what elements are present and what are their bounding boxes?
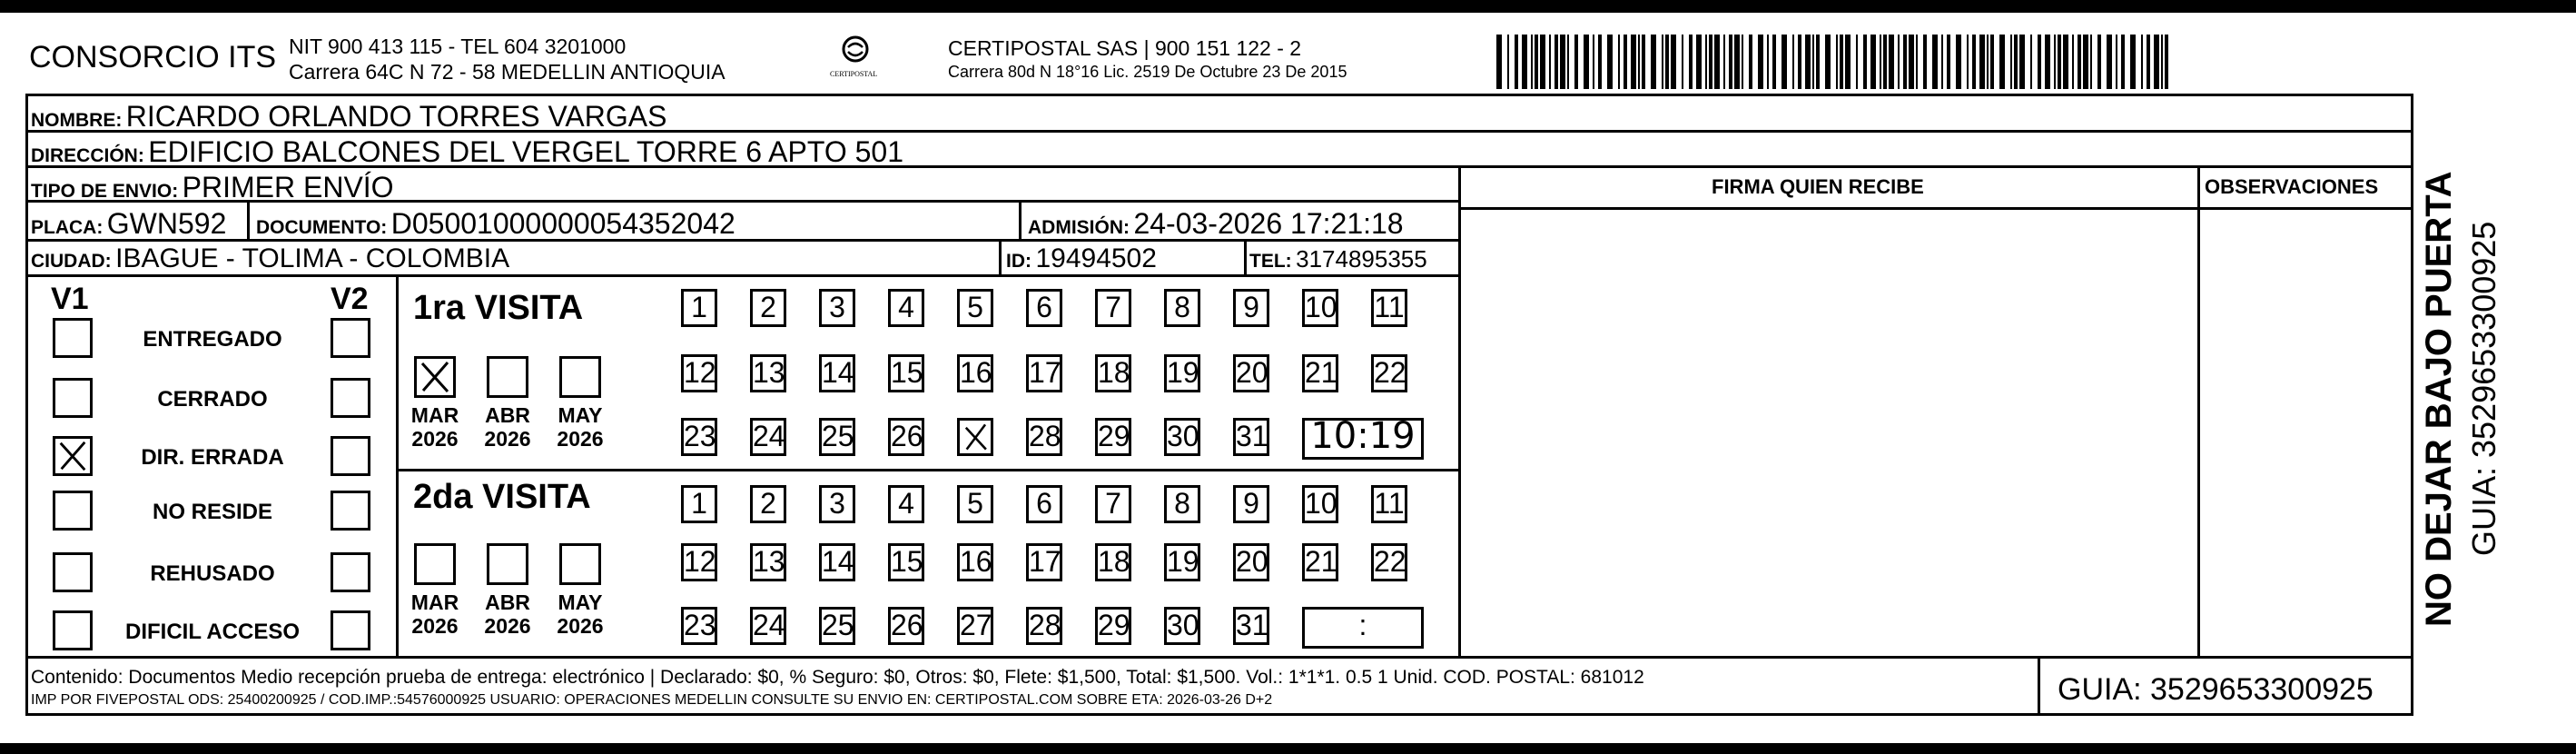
first-visit-day-box[interactable]: 16 xyxy=(957,354,993,392)
month-label: MAR xyxy=(410,590,459,614)
first-visit-day-box[interactable]: 10 xyxy=(1302,289,1338,327)
status-label: CERRADO xyxy=(157,387,268,412)
certipostal-nit: CERTIPOSTAL SAS | 900 151 122 - 2 xyxy=(948,36,1302,60)
second-visit-day-box[interactable]: 31 xyxy=(1233,607,1269,645)
first-visit-day-box[interactable]: 6 xyxy=(1026,289,1062,327)
second-visit-day-box[interactable]: 15 xyxy=(888,543,924,581)
certipostal-address: Carrera 80d N 18°16 Lic. 2519 De Octubre 23 De 2015 xyxy=(948,63,1347,81)
first-visit-day-box[interactable]: 5 xyxy=(957,289,993,327)
first-visit-time-box[interactable]: 10:19 xyxy=(1302,418,1424,460)
second-visit-day-box[interactable]: 24 xyxy=(750,607,786,645)
second-visit-day-box[interactable]: 14 xyxy=(819,543,855,581)
first-visit-month-checkbox[interactable] xyxy=(559,356,601,398)
month-label: MAR xyxy=(410,403,459,427)
month-label: ABR xyxy=(485,403,530,427)
tel-label: TEL: xyxy=(1249,251,1292,272)
second-visit-day-box[interactable]: 26 xyxy=(888,607,924,645)
tipo-envio-value: PRIMER ENVÍO xyxy=(182,171,394,203)
v2-checkbox[interactable] xyxy=(331,318,370,358)
company-address: Carrera 64C N 72 - 58 MEDELLIN ANTIOQUIA xyxy=(289,60,725,84)
second-visit-day-box[interactable]: 11 xyxy=(1371,485,1407,523)
observaciones-header: OBSERVACIONES xyxy=(2205,175,2379,198)
first-visit-day-box[interactable]: 20 xyxy=(1233,354,1269,392)
first-visit-day-box[interactable]: 26 xyxy=(888,418,924,456)
second-visit-day-box[interactable]: 9 xyxy=(1233,485,1269,523)
second-visit-day-box[interactable]: 23 xyxy=(681,607,717,645)
v2-checkbox[interactable] xyxy=(331,378,370,418)
direccion-label: DIRECCIÓN: xyxy=(31,145,144,166)
id-value: 19494502 xyxy=(1035,243,1157,273)
nombre-label: NOMBRE: xyxy=(31,110,123,131)
second-visit-day-box[interactable]: 21 xyxy=(1302,543,1338,581)
status-label: REHUSADO xyxy=(150,561,275,586)
first-visit-day-box[interactable]: 21 xyxy=(1302,354,1338,392)
company-name: CONSORCIO ITS xyxy=(29,40,277,74)
first-visit-day-box[interactable]: 2 xyxy=(750,289,786,327)
status-label: DIFICIL ACCESO xyxy=(124,620,300,644)
first-visit-day-box[interactable]: 8 xyxy=(1164,289,1200,327)
v1-checkbox[interactable] xyxy=(53,610,93,650)
v2-header: V2 xyxy=(331,282,369,316)
second-visit-day-box[interactable]: 8 xyxy=(1164,485,1200,523)
direccion-value: EDIFICIO BALCONES DEL VERGEL TORRE 6 APTO 501 xyxy=(148,135,903,168)
second-visit-day-box[interactable]: 20 xyxy=(1233,543,1269,581)
tipo-envio-label: TIPO DE ENVIO: xyxy=(31,181,179,202)
certipostal-logo: CERTIPOSTAL xyxy=(828,33,883,85)
first-visit-day-box[interactable]: 14 xyxy=(819,354,855,392)
first-visit-day-box[interactable] xyxy=(957,418,993,456)
first-visit-day-box[interactable]: 22 xyxy=(1371,354,1407,392)
year-label: 2026 xyxy=(484,614,531,638)
year-label: 2026 xyxy=(557,614,604,638)
firma-header: FIRMA QUIEN RECIBE xyxy=(1712,175,1924,198)
first-visit-day-box[interactable]: 1 xyxy=(681,289,717,327)
second-visit-day-box[interactable]: 16 xyxy=(957,543,993,581)
second-visit-month-checkbox[interactable] xyxy=(559,543,601,585)
barcode xyxy=(1496,35,2177,89)
second-visit-day-box[interactable]: 1 xyxy=(681,485,717,523)
company-nit: NIT 900 413 115 - TEL 604 3201000 xyxy=(289,35,627,58)
nombre-value: RICARDO ORLANDO TORRES VARGAS xyxy=(125,100,667,133)
first-visit-month-checkbox[interactable] xyxy=(487,356,528,398)
top-border xyxy=(0,0,2576,13)
first-visit-day-box[interactable]: 18 xyxy=(1095,354,1131,392)
first-visit-month-checkbox[interactable] xyxy=(414,356,456,398)
second-visit-month-checkbox[interactable] xyxy=(487,543,528,585)
placa-label: PLACA: xyxy=(31,217,104,238)
second-visit-day-box[interactable]: 17 xyxy=(1026,543,1062,581)
v2-checkbox[interactable] xyxy=(331,610,370,650)
id-label: ID: xyxy=(1006,251,1031,272)
second-visit-day-box[interactable]: 7 xyxy=(1095,485,1131,523)
v1-checkbox[interactable] xyxy=(53,552,93,592)
first-visit-day-box[interactable]: 29 xyxy=(1095,418,1131,456)
first-visit-day-box[interactable]: 19 xyxy=(1164,354,1200,392)
v2-checkbox[interactable] xyxy=(331,491,370,531)
footer-guia: GUIA: 3529653300925 xyxy=(2058,672,2374,707)
first-visit-day-box[interactable]: 3 xyxy=(819,289,855,327)
second-visit-day-box[interactable]: 30 xyxy=(1164,607,1200,645)
footer-contenido: Contenido: Documentos Medio recepción prueba de entrega: electrónico | Declarado: $0, % Seguro: $0, Otros: $0, Flete: $1,500, Total: $1,500. Vol.: 1*1*1. 0.5 1 Unid. COD. POSTAL: 681012 xyxy=(31,667,1644,688)
second-visit-day-box[interactable]: 25 xyxy=(819,607,855,645)
first-visit-title: 1ra VISITA xyxy=(413,289,584,327)
footer-imp: IMP POR FIVEPOSTAL ODS: 25400200925 / COD.IMP.:54576000925 USUARIO: OPERACIONES MEDELLIN CONSULTE SU ENVIO EN: CERTIPOSTAL.COM SOBRE ETA: 2026-03-26 D+2 xyxy=(31,692,1273,708)
first-visit-day-box[interactable]: 23 xyxy=(681,418,717,456)
second-visit-day-box[interactable]: 5 xyxy=(957,485,993,523)
second-visit-day-box[interactable]: 12 xyxy=(681,543,717,581)
month-label: ABR xyxy=(485,590,530,614)
first-visit-day-box[interactable]: 28 xyxy=(1026,418,1062,456)
first-visit-day-box[interactable]: 31 xyxy=(1233,418,1269,456)
first-visit-day-box[interactable]: 7 xyxy=(1095,289,1131,327)
ciudad-label: CIUDAD: xyxy=(31,251,112,272)
first-visit-day-box[interactable]: 9 xyxy=(1233,289,1269,327)
second-visit-time-box[interactable]: : xyxy=(1302,607,1424,649)
year-label: 2026 xyxy=(484,427,531,451)
bottom-border xyxy=(0,743,2576,754)
second-visit-day-box[interactable]: 22 xyxy=(1371,543,1407,581)
second-visit-day-box[interactable]: 18 xyxy=(1095,543,1131,581)
second-visit-day-box[interactable]: 29 xyxy=(1095,607,1131,645)
first-visit-day-box[interactable]: 24 xyxy=(750,418,786,456)
second-visit-title: 2da VISITA xyxy=(413,478,591,516)
tel-value: 3174895355 xyxy=(1296,245,1427,273)
admision-label: ADMISIÓN: xyxy=(1028,217,1130,238)
second-visit-day-box[interactable]: 3 xyxy=(819,485,855,523)
second-visit-day-box[interactable]: 13 xyxy=(750,543,786,581)
first-visit-day-box[interactable]: 25 xyxy=(819,418,855,456)
v2-checkbox[interactable] xyxy=(331,436,370,476)
second-visit-day-box[interactable]: 2 xyxy=(750,485,786,523)
first-visit-day-box[interactable]: 30 xyxy=(1164,418,1200,456)
v1-checkbox[interactable] xyxy=(53,491,93,531)
second-visit-month-checkbox[interactable] xyxy=(414,543,456,585)
v1-checkbox[interactable] xyxy=(53,378,93,418)
v1-header: V1 xyxy=(51,282,89,316)
first-visit-day-box[interactable]: 13 xyxy=(750,354,786,392)
v1-checkbox[interactable] xyxy=(53,318,93,358)
side-guia: GUIA: 3529653300925 xyxy=(2465,221,2502,556)
v1-checkbox[interactable] xyxy=(53,436,93,476)
first-visit-day-box[interactable]: 17 xyxy=(1026,354,1062,392)
year-label: 2026 xyxy=(411,427,459,451)
ciudad-value: IBAGUE - TOLIMA - COLOMBIA xyxy=(115,243,510,273)
second-visit-day-box[interactable]: 28 xyxy=(1026,607,1062,645)
year-label: 2026 xyxy=(557,427,604,451)
documento-label: DOCUMENTO: xyxy=(256,217,388,238)
first-visit-day-box[interactable]: 4 xyxy=(888,289,924,327)
month-label: MAY xyxy=(558,403,603,427)
placa-value: GWN592 xyxy=(106,207,227,240)
status-label: NO RESIDE xyxy=(152,500,273,524)
no-dejar-bajo-puerta: NO DEJAR BAJO PUERTA xyxy=(2419,171,2459,627)
first-visit-day-box[interactable]: 15 xyxy=(888,354,924,392)
second-visit-day-box[interactable]: 27 xyxy=(957,607,993,645)
year-label: 2026 xyxy=(411,614,459,638)
first-visit-day-box[interactable]: 11 xyxy=(1371,289,1407,327)
v2-checkbox[interactable] xyxy=(331,552,370,592)
documento-value: D05001000000054352042 xyxy=(390,207,735,240)
status-label: ENTREGADO xyxy=(143,327,282,352)
second-visit-day-box[interactable]: 10 xyxy=(1302,485,1338,523)
month-label: MAY xyxy=(558,590,603,614)
admision-value: 24-03-2026 17:21:18 xyxy=(1133,207,1404,240)
status-label: DIR. ERRADA xyxy=(141,445,284,470)
second-visit-day-box[interactable]: 19 xyxy=(1164,543,1200,581)
second-visit-day-box[interactable]: 6 xyxy=(1026,485,1062,523)
second-visit-day-box[interactable]: 4 xyxy=(888,485,924,523)
first-visit-day-box[interactable]: 12 xyxy=(681,354,717,392)
